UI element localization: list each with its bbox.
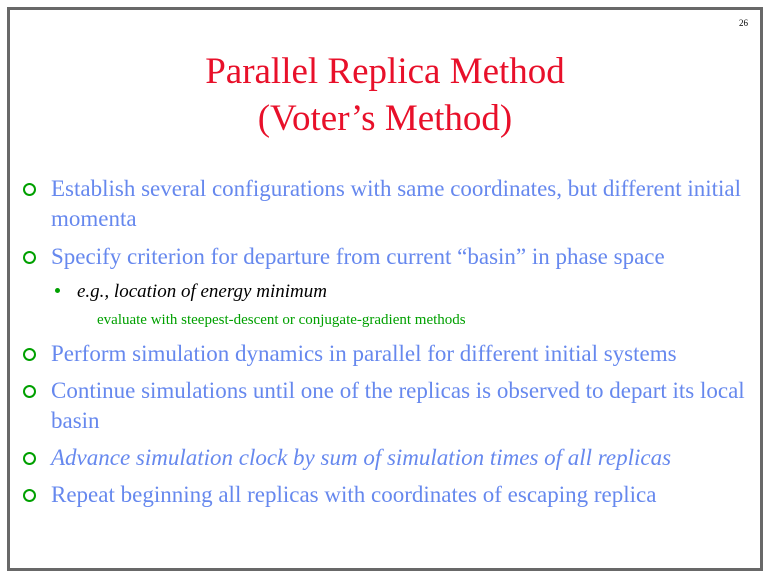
- sub-bullet-eg: [55, 280, 327, 304]
- bullet-text: Perform simulation dynamics in parallel for different initial systems: [51, 341, 677, 366]
- hollow-circle-bullet-icon: [23, 348, 36, 361]
- title-line-1: Parallel Replica Method: [205, 51, 565, 92]
- slide-title: [10, 48, 760, 142]
- bullet-specify: [20, 242, 756, 272]
- hollow-circle-bullet-icon: [23, 183, 36, 196]
- hollow-circle-bullet-icon: [23, 489, 36, 502]
- bullet-establish: [20, 174, 756, 234]
- bullet-text: Advance simulation clock by sum of simulation times of all replicas: [51, 445, 672, 470]
- bullet-perform: [20, 339, 756, 369]
- dot-bullet-icon: [55, 288, 60, 293]
- bullet-repeat: [20, 480, 756, 510]
- page-number: 26: [739, 18, 748, 28]
- slide: [7, 7, 763, 571]
- bullet-text: Repeat beginning all replicas with coordinates of escaping replica: [51, 482, 657, 507]
- hollow-circle-bullet-icon: [23, 385, 36, 398]
- bullet-continue: [20, 376, 756, 436]
- hollow-circle-bullet-icon: [23, 251, 36, 264]
- title-line-2: (Voter’s Method): [257, 98, 513, 139]
- sub-bullet-text: e.g., location of energy minimum: [77, 281, 327, 302]
- bullet-text: Specify criterion for departure from current “basin” in phase space: [51, 244, 665, 269]
- bullet-advance: [20, 443, 756, 473]
- hollow-circle-bullet-icon: [23, 452, 36, 465]
- subsub-note: evaluate with steepest-descent or conjugate-gradient methods: [97, 312, 466, 328]
- bullet-text: Continue simulations until one of the replicas is observed to depart its local basin: [51, 378, 745, 433]
- bullet-text: Establish several configurations with same coordinates, but different initial momenta: [51, 176, 742, 231]
